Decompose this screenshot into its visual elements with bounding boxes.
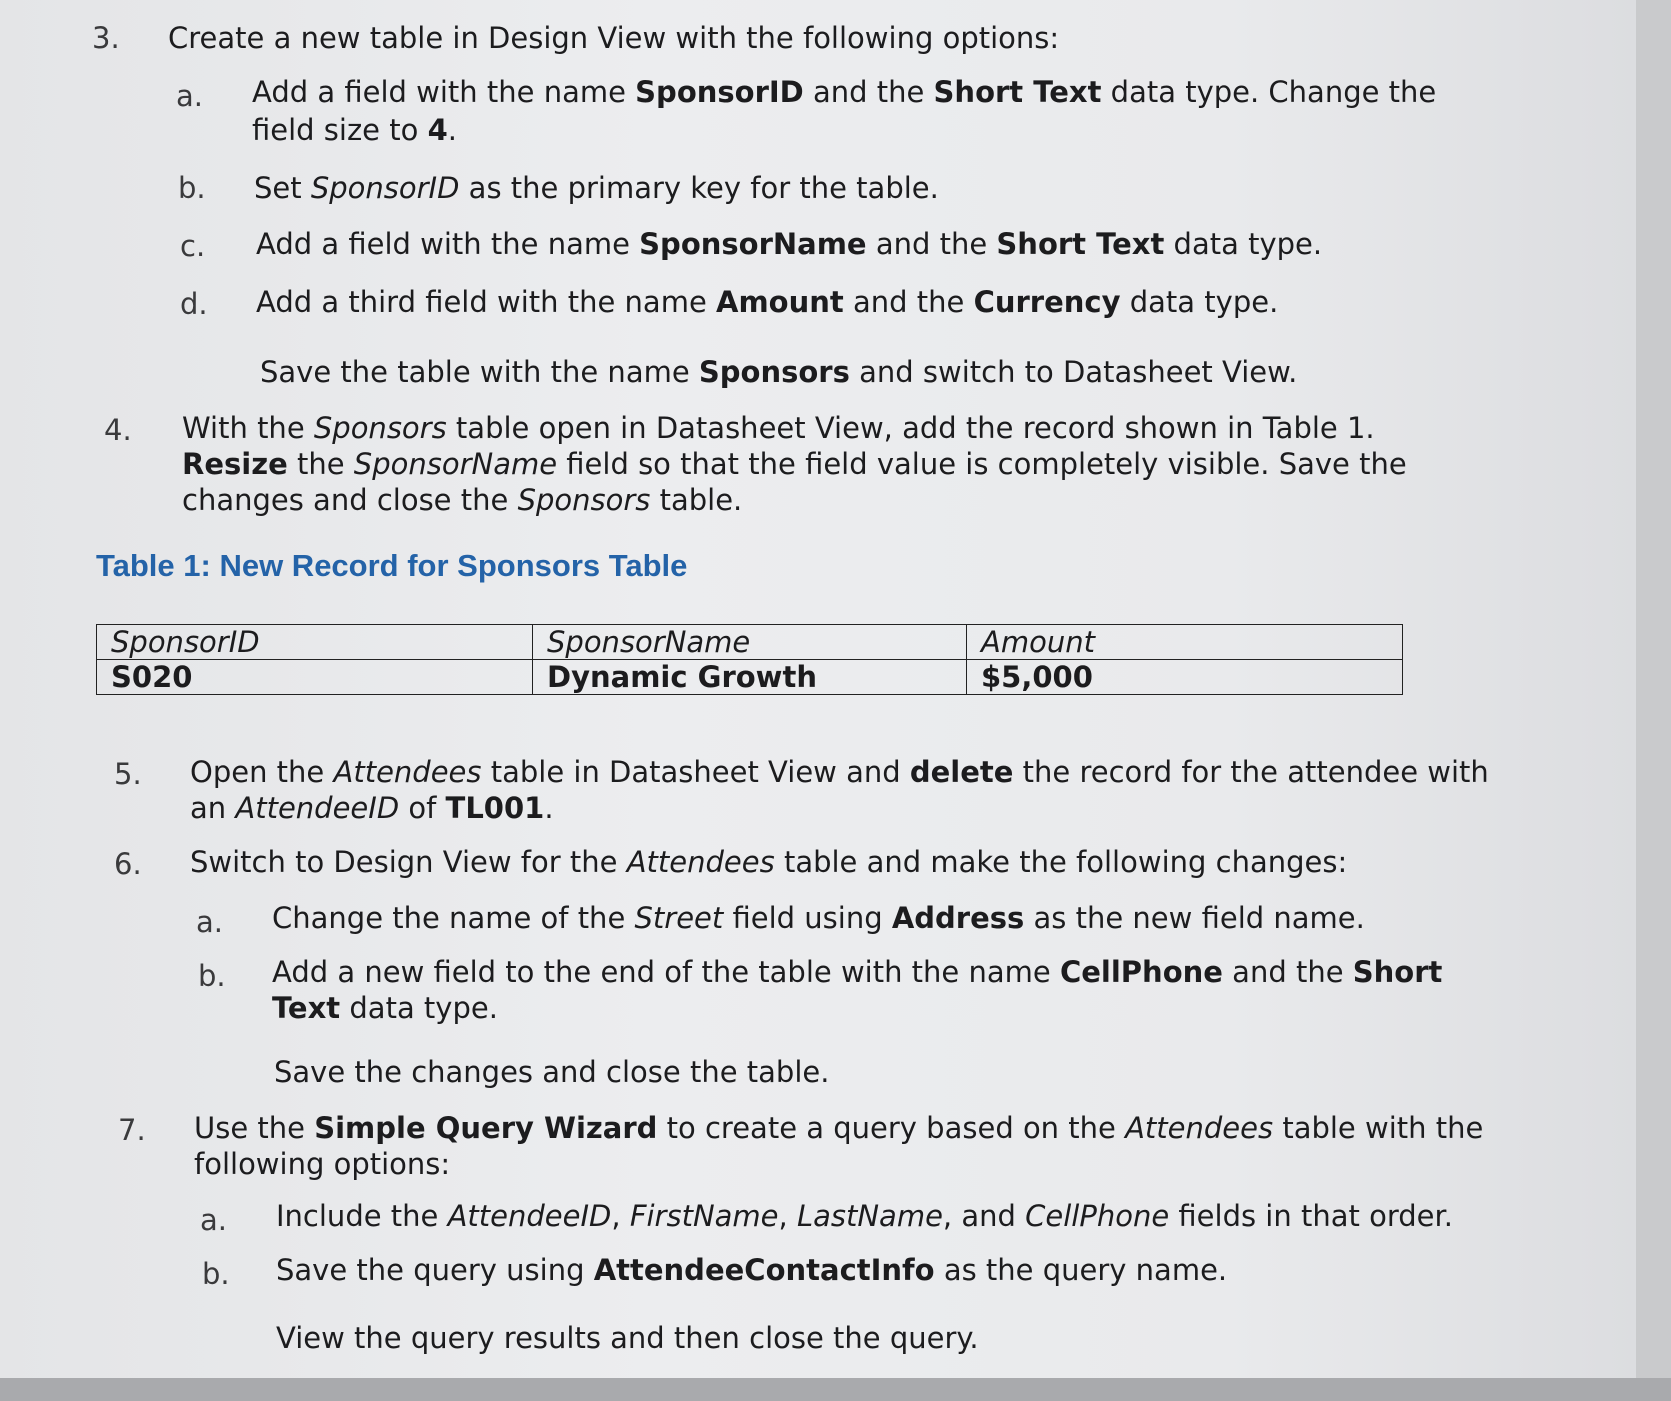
sponsors-record-table [96,624,1403,695]
step-text: Use the Simple Query Wizard to create a query based on the Attendees table with the [194,1111,1484,1145]
table-caption: Table 1: New Record for Sponsors Table [96,548,688,583]
substep-letter: a. [200,1203,227,1237]
bottom-strip [0,1378,1671,1401]
step-text-cont: Resize the SponsorName field so that the field value is completely visible. Save the [182,447,1407,481]
header-cell: Amount [967,625,1403,660]
value-cell: Dynamic Growth [533,660,967,695]
page-edge [1636,0,1671,1378]
substep-letter: c. [180,229,206,263]
step-text: Create a new table in Design View with the following options: [168,21,1060,55]
substep-letter: a. [196,905,223,939]
step-number: 3. [92,21,120,55]
header-cell: SponsorID [97,625,533,660]
substep-letter: b. [178,171,206,205]
step-number: 5. [114,757,142,791]
substep-text: Add a field with the name SponsorName and the Short Text data type. [256,227,1323,261]
value-cell: $5,000 [967,660,1403,695]
step-note: View the query results and then close the query. [276,1321,979,1355]
step-note: Save the changes and close the table. [274,1055,830,1089]
substep-text-cont: Text data type. [272,991,498,1025]
substep-letter: a. [176,79,203,113]
step-text: With the Sponsors table open in Datasheet View, add the record shown in Table 1. [182,411,1375,445]
substep-letter: d. [180,287,208,321]
substep-text: Add a new field to the end of the table with the name CellPhone and the Short [272,955,1443,989]
step-number: 7. [118,1113,146,1147]
header-cell: SponsorName [533,625,967,660]
substep-text: Add a third field with the name Amount and the Currency data type. [256,285,1279,319]
step-number: 6. [114,847,142,881]
substep-text: Add a field with the name SponsorID and the Short Text data type. Change the [252,75,1437,109]
table-row [97,660,1403,695]
substep-text: Change the name of the Street field using Address as the new field name. [272,901,1365,935]
substep-text: Set SponsorID as the primary key for the table. [254,171,939,205]
substep-text: Save the query using AttendeeContactInfo as the query name. [276,1253,1228,1287]
substep-letter: b. [202,1257,230,1291]
step-text: Switch to Design View for the Attendees table and make the following changes: [190,845,1348,879]
step-number: 4. [104,413,132,447]
step-note: Save the table with the name Sponsors and switch to Datasheet View. [260,355,1298,389]
value-cell: S020 [97,660,533,695]
table-header-row [97,625,1403,660]
step-text: Open the Attendees table in Datasheet View and delete the record for the attendee with [190,755,1489,789]
substep-letter: b. [198,959,226,993]
substep-text-cont: field size to 4. [252,113,457,147]
step-text-cont: changes and close the Sponsors table. [182,483,743,517]
substep-text: Include the AttendeeID, FirstName, LastName, and CellPhone fields in that order. [276,1199,1453,1233]
step-text-cont: following options: [194,1147,451,1181]
step-text-cont: an AttendeeID of TL001. [190,791,554,825]
